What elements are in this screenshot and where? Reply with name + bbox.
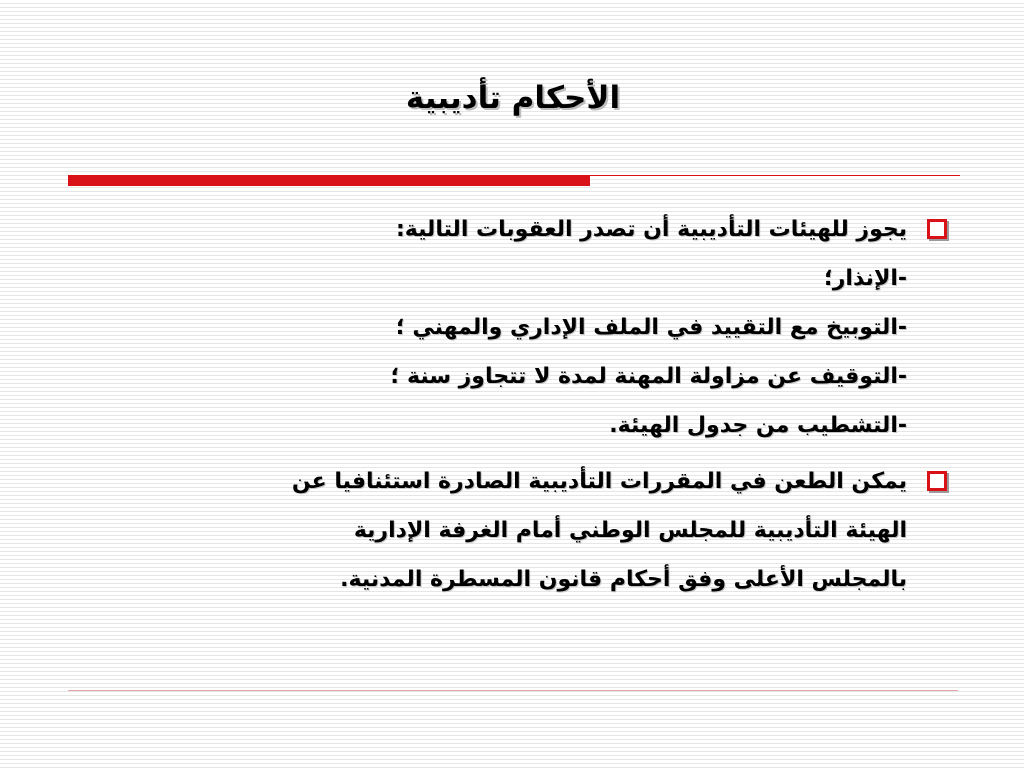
- sub-item-line: -التوقيف عن مزاولة المهنة لمدة لا تتجاوز سنة ؛: [390, 364, 907, 389]
- bullet-text-line: يمكن الطعن في المقررات التأديبية الصادرة استئنافيا عن: [291, 469, 907, 494]
- title-underline-thin: [590, 175, 960, 176]
- square-bullet-icon: [927, 219, 947, 239]
- slide-title: الأحكام تأديبية: [405, 80, 621, 116]
- square-bullet-icon: [927, 471, 947, 491]
- bullet-text-line: يجوز للهيئات التأديبية أن تصدر العقوبات التالية:: [395, 217, 907, 242]
- bullet-item: [120, 457, 955, 604]
- bullet-text-line: الهيئة التأديبية للمجلس الوطني أمام الغرفة الإدارية: [353, 518, 907, 543]
- slide-content: [120, 205, 955, 604]
- footer-divider: [68, 690, 958, 691]
- sub-item-line: -التوبيخ مع التقييد في الملف الإداري والمهني ؛: [395, 315, 907, 340]
- title-underline-accent: [68, 175, 590, 186]
- bullet-text-line: بالمجلس الأعلى وفق أحكام قانون المسطرة المدنية.: [340, 567, 907, 592]
- sub-item-line: -الإنذار؛: [823, 266, 907, 291]
- bullet-item: [120, 205, 955, 450]
- sub-item-line: -التشطيب من جدول الهيئة.: [609, 413, 907, 438]
